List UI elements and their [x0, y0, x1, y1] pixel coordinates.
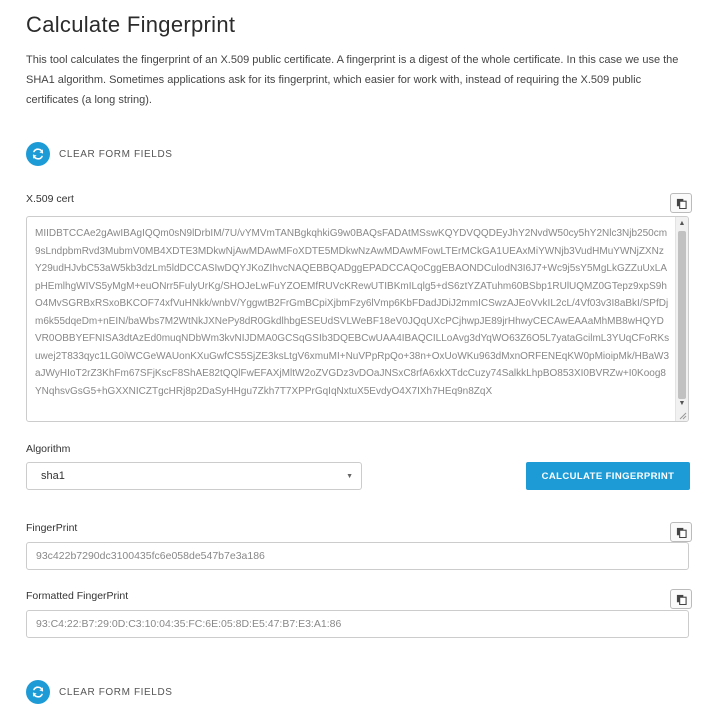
algorithm-selected-value: sha1	[41, 470, 65, 482]
formatted-fingerprint-label: Formatted FingerPrint	[26, 590, 129, 602]
calculate-fingerprint-button[interactable]: CALCULATE FINGERPRINT	[526, 462, 690, 490]
clear-form-fields-button-top[interactable]	[26, 142, 173, 166]
fingerprint-label: FingerPrint	[26, 522, 78, 534]
cert-textarea[interactable]	[26, 216, 689, 422]
copy-icon	[676, 198, 687, 209]
clear-form-fields-button-bottom[interactable]	[26, 680, 173, 704]
clear-form-fields-label: CLEAR FORM FIELDS	[59, 686, 173, 698]
copy-formatted-fingerprint-button[interactable]	[670, 589, 692, 609]
refresh-icon	[26, 142, 50, 166]
copy-fingerprint-button[interactable]	[670, 522, 692, 542]
algorithm-label: Algorithm	[26, 443, 71, 455]
copy-icon	[676, 594, 687, 605]
cert-scrollbar[interactable]	[675, 217, 688, 421]
algorithm-select[interactable]	[26, 462, 362, 490]
scroll-down-icon[interactable]: ▼	[678, 400, 686, 407]
clear-form-fields-label: CLEAR FORM FIELDS	[59, 148, 173, 160]
copy-icon	[676, 527, 687, 538]
copy-cert-button[interactable]	[670, 193, 692, 213]
formatted-fingerprint-field[interactable]: 93:C4:22:B7:29:0D:C3:10:04:35:FC:6E:05:8D:E5:47:B7:E3:A1:86	[26, 610, 689, 638]
cert-label: X.509 cert	[26, 193, 74, 205]
resize-handle-icon[interactable]	[678, 411, 687, 420]
scroll-up-icon[interactable]: ▲	[678, 220, 686, 227]
page-description: This tool calculates the fingerprint of an X.509 public certificate. A fingerprint is a digest of the whole certificate. In this case we use the SHA1 algorithm. Sometimes applications ask for its fingerprint, which easier for work with, instead of requiring the X.509 public certificates (a long string).	[26, 54, 679, 106]
refresh-icon	[26, 680, 50, 704]
fingerprint-field[interactable]: 93c422b7290dc3100435fc6e058de547b7e3a186	[26, 542, 689, 570]
chevron-down-icon: ▼	[346, 472, 353, 480]
cert-value: MIIDBTCCAe2gAwIBAgIQQm0sN9lDrbIM/7U/vYMVmTANBgkqhkiG9w0BAQsFADAtMSswKQYDVQQDEyJhY2NvdW50cy5hY2Nlc3Njb250cm9sLndpbmRvd3MubmV0MB4XDTE3MDkwNjAwMDAwMFoXDTE5MDkwNzAwMDAwMFowLTErMCkGA1UEAxMiYWNjb3VudHMuYWNjZXNzY29udHJvbC53aW5kb3dzLm5ldDCCASIwDQYJKoZIhvcNAQEBBQADggEPADCCAQoCggEBAONDCulodN3I6J7+Wc9j5sY5MgLkGZZuUxLApHEmlhgWIVS5yMgM+euONrr5FulyUrKg/SHOJeLwFuYZOEMfRUVcKRewUTIBKmILqlg5+dS6ztYZATuhm60BSbp1RUlUQMZ0GTepz9xpS9hO4MvSGRBxRSxoBKCOF74xfVuHNkk/wnbV/YggwtB2FrGmBCpiXjbmFzy6lVmp6KbFDadJDiJ2mmICSwzAJEoVvkIL2cL/4Vf03v3I8aBkI/SPfDjm6k55dqeDm+nEIN/baWbs7M2WtNkJXNePy8dR0GkdlhbgESEUdSVLWeBF18eV0JQqUXcPCjhwpJE89jrHhwyCECAwEAAaMhMB8wHQYDVR0OBBYEFNISA3dtAzEd0muqNDbWm3kvNIJDMA0GCSqGSIb3DQEBCwUAA4IBAQCILLoAvg3dYqWO63Z6O5L7yataGcilmL3YUqCFoRKsuwej2T833qyc1LG0iWCGeWAUonKXuGwfCS5SjZE3ksLtgV6xmuMI+NuVPpRpQo+38n+OxUoWKu963dMxnORFENEqKW0pMioipMk/HBaW3aJWyHIoT2rZ3KhFm67SFjKscF8ShAE82tQQlFwEFAXjMltW2oZVGDz3vDOaJNSxC8rfA6xkXTdcCuzy74SalkkLhpBO853XI0BVRZw+I0Koog8YNqhsvGsG5+hGXXNICZTgcHRj8p2DaSyHHgu7Zkh7T7XPPrGqIqNxtuX5EvdyO4X7IXh7HEq9n8ZqX	[35, 228, 670, 397]
scroll-thumb[interactable]	[678, 231, 686, 399]
page-title: Calculate Fingerprint	[26, 12, 236, 37]
